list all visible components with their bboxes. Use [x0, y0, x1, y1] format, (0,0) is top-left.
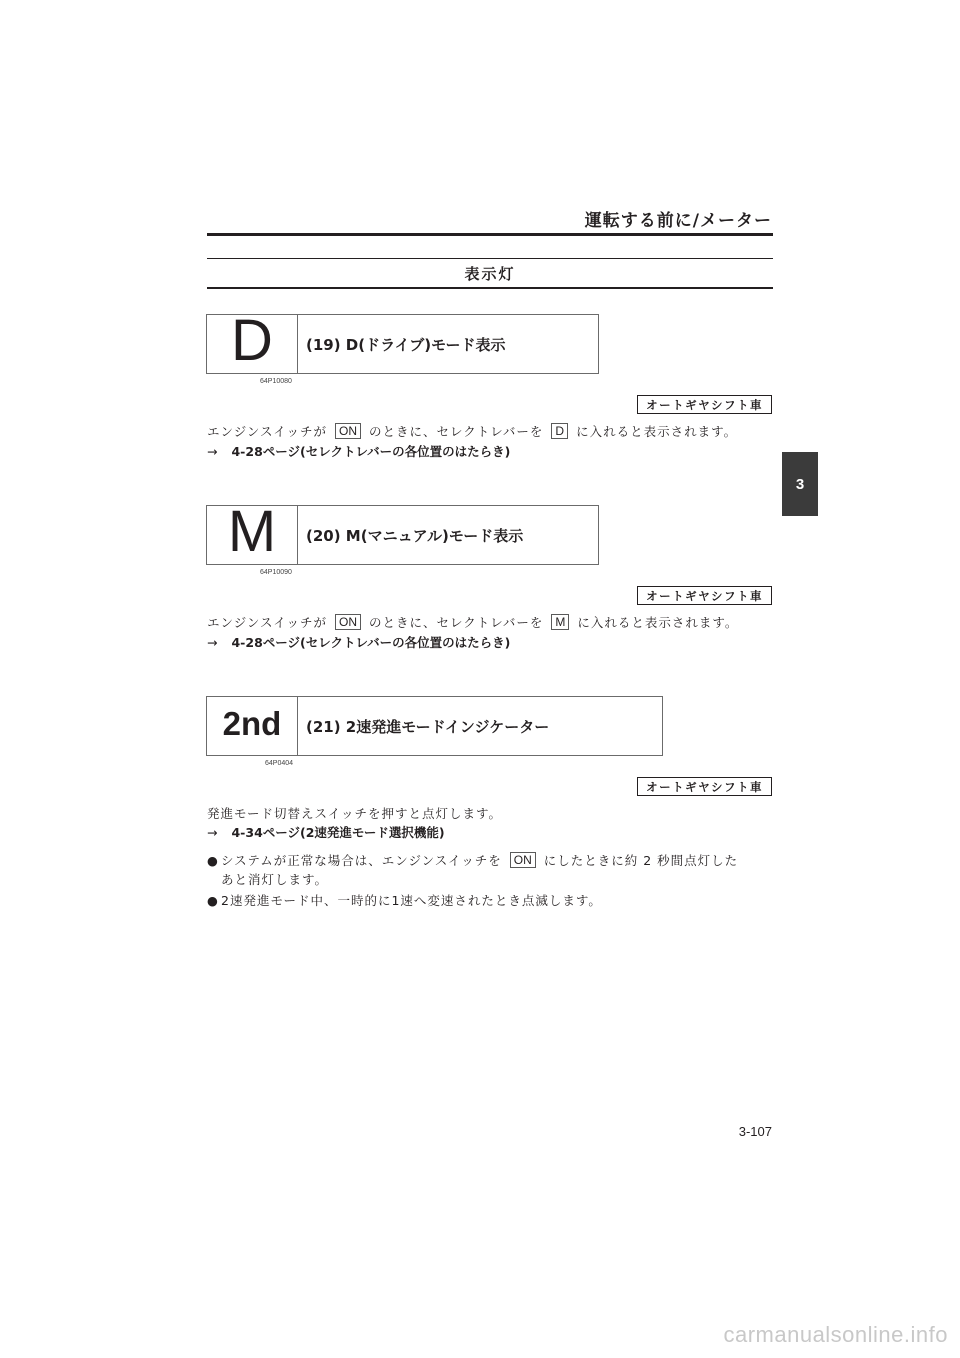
page-reference: [207, 443, 510, 461]
figure-code: 64P0404: [265, 760, 294, 767]
bullet-text-after: にしたときに約 2 秒間点灯した: [543, 853, 739, 868]
bullet-text: 2速発進モード中、一時的に1速へ変速されたとき点滅します。: [221, 893, 602, 908]
indicator-box-2nd: [206, 696, 663, 767]
description-text: [207, 423, 737, 441]
indicator-title: (21) 2速発進モードインジケーター: [306, 717, 550, 736]
m-mode-icon: [207, 499, 298, 576]
arrow-icon: →: [207, 825, 218, 840]
text-after: に入れると表示されます。: [577, 615, 739, 630]
vehicle-type-badge: [637, 586, 772, 605]
text-before: エンジンスイッチが: [207, 424, 328, 439]
header-rule: [207, 233, 773, 236]
bullet-dot: ●: [207, 893, 219, 908]
reference-text: 4-28ページ(セレクトレバーの各位置のはたらき): [231, 635, 511, 650]
description-text: 発進モード切替えスイッチを押すと点灯します。: [207, 806, 503, 821]
badge-label: オートギヤシフト車: [646, 588, 763, 603]
on-key-label: ON: [335, 614, 361, 630]
vehicle-type-badge: [637, 395, 772, 414]
section-rule-bottom: [207, 287, 773, 289]
arrow-icon: →: [207, 444, 218, 459]
vehicle-type-badge: [637, 777, 772, 796]
indicator-title: (20) M(マニュアル)モード表示: [306, 526, 524, 545]
bullet-item: [207, 851, 773, 889]
m-mode-glyph: M: [227, 499, 277, 564]
section-title: 表示灯: [464, 265, 516, 283]
description-text: [207, 614, 738, 632]
d-mode-icon: [207, 308, 298, 385]
figure-code: 64P10080: [260, 378, 292, 385]
d-key-label: D: [551, 423, 568, 439]
m-key-label: M: [551, 614, 569, 630]
section-rule-top: [207, 258, 773, 259]
watermark: carmanualsonline.info: [723, 1322, 948, 1347]
bullet-text-before: システムが正常な場合は、エンジンスイッチを: [221, 853, 502, 868]
page-number: 3-107: [738, 1124, 772, 1139]
indicator-box-d: [206, 308, 599, 385]
badge-label: オートギヤシフト車: [646, 397, 763, 412]
on-key-label: ON: [510, 852, 536, 868]
reference-text: 4-34ページ(2速発進モード選択機能): [231, 825, 445, 840]
text-before: エンジンスイッチが: [207, 615, 328, 630]
chapter-tab-label: 3: [795, 475, 805, 493]
badge-label: オートギヤシフト車: [646, 779, 763, 794]
second-start-icon: [207, 697, 298, 767]
reference-text: 4-28ページ(セレクトレバーの各位置のはたらき): [231, 444, 511, 459]
figure-code: 64P10090: [260, 569, 292, 576]
bullet-text-continued: あと消灯します。: [221, 872, 329, 887]
arrow-icon: →: [207, 635, 218, 650]
text-mid: のときに、セレクトレバーを: [369, 424, 544, 439]
indicator-box-m: [206, 499, 599, 576]
on-key-label: ON: [335, 423, 361, 439]
indicator-title: (19) D(ドライブ)モード表示: [306, 335, 506, 354]
text-mid: のときに、セレクトレバーを: [369, 615, 544, 630]
header-title: 運転する前に/メーター: [584, 211, 772, 231]
page-reference: [207, 634, 510, 652]
text-after: に入れると表示されます。: [576, 424, 738, 439]
bullet-item: [207, 891, 773, 910]
page-reference: [207, 824, 445, 842]
d-mode-glyph: D: [231, 308, 273, 373]
chapter-tab: [782, 452, 818, 516]
bullet-dot: ●: [207, 853, 219, 868]
second-start-glyph: 2nd: [222, 705, 282, 742]
